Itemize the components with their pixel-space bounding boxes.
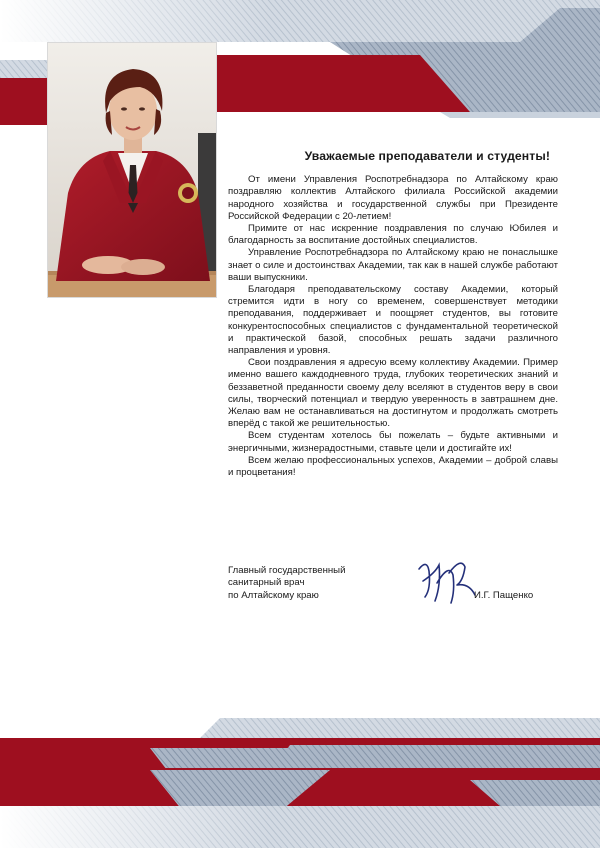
letter-paragraph: Всем желаю профессиональных успехов, Академии – доброй славы и процветания! [228, 454, 558, 479]
letter-paragraph: Всем студентам хотелось бы пожелать – будьте активными и энергичными, жизнерадостными, ставьте цели и достигайте их! [228, 430, 558, 454]
signature-block [228, 565, 568, 615]
letter-greeting: Уважаемые преподаватели и студенты! [304, 149, 550, 163]
letter-paragraph: Свои поздравления я адресую всему коллективу Академии. Пример именно вашего каждодневного труда, глубоких теоретических знаний и беззаветной преданности своему делу вселяют в студентов веру в свои силы, творческий потенциал и твердую уверенность в завтрашнем дне. Желаю вам не останавливаться на достигнутом и продолжать смотреть вперёд с такой же решительностью. [228, 357, 558, 430]
letter-paragraph: Благодаря преподавательскому составу Академии, который стремится идти в ногу со временем, совершенствует методики преподавания, поддерживает и поощряет студентов, вы готовите конкурентоспособных специалистов с фундаментальной теоретической и практической базой, способных решать задачи различного направления и уровня. [228, 284, 558, 357]
letter [228, 150, 558, 479]
bottom-band [0, 718, 600, 848]
letter-paragraph: Примите от нас искренние поздравления по случаю Юбилея и благодарность за воспитание достойных специалистов. [228, 223, 558, 247]
letter-paragraph: Управление Роспотребнадзора по Алтайскому краю не понаслышке знает о силе и достоинствах Академии, так как в нашей службе работают ваши выпускники. [228, 247, 558, 283]
portrait-photo [47, 42, 217, 298]
signatory-title-line: санитарный врач [228, 577, 305, 589]
letter-paragraph: От имени Управления Роспотребнадзора по Алтайскому краю поздравляю коллектив Алтайского филиала Российской академии народного хозяйства и государственной службы при Президенте Российской Федерации с 20-летием! [228, 174, 558, 222]
signatory-title-line: по Алтайскому краю [228, 589, 319, 601]
handwritten-signature [413, 555, 483, 607]
signatory-name: И.Г. Пащенко [474, 590, 534, 601]
signatory-title-line: Главный государственный [228, 565, 346, 576]
signatory-title [228, 565, 398, 602]
